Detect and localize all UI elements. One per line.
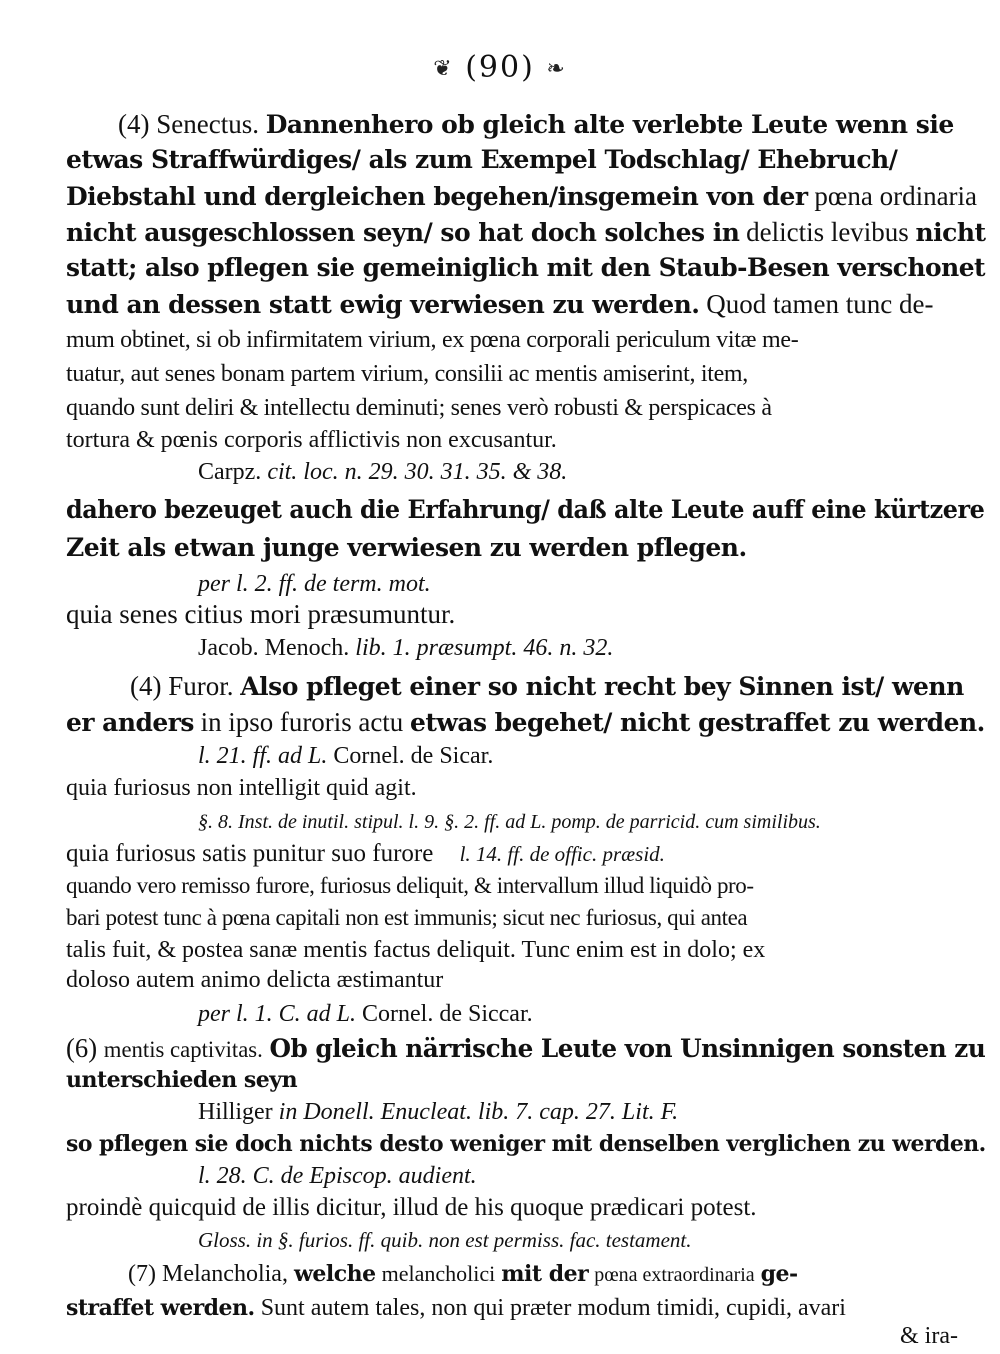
citation-ref: per l. 1. C. ad L. [198, 1001, 357, 1027]
citation-author: Hilliger [198, 1099, 273, 1125]
german-text: er anders [66, 708, 194, 737]
text-line [66, 322, 798, 358]
citation-ref: lib. 1. præsumpt. 46. n. 32. [355, 635, 614, 661]
text-line [66, 530, 747, 566]
citation [198, 804, 821, 840]
text-line [66, 142, 897, 178]
german-text: Ob gleich närrische Leute von Unsinnigen sonsten zu [269, 1034, 986, 1063]
citation-ref: Gloss. in §. furios. ff. quib. non est permiss. fac. testament. [198, 1228, 692, 1252]
section-number: (7) [128, 1261, 156, 1287]
citation-ref: l. 28. C. de Episcop. audient. [198, 1163, 477, 1189]
citation [198, 454, 567, 490]
latin-text: Sunt autem tales, non qui præter modum timidi, cupidi, avari [260, 1295, 846, 1321]
german-text: so pflegen sie doch nichts desto weniger mit denselben verglichen zu werden. [66, 1131, 986, 1157]
german-text: nicht ausgeschlossen seyn/ so hat doch solches in [66, 218, 740, 247]
citation-ref: per l. 2. ff. de term. mot. [198, 571, 431, 597]
text-line [66, 596, 455, 632]
text-line [66, 390, 772, 426]
citation [198, 738, 493, 774]
text-line [66, 1290, 846, 1326]
german-text: etwas begehet/ nicht gestraffet zu werden. [409, 708, 985, 737]
german-text: und an dessen statt ewig verwiesen zu werden. [66, 290, 700, 319]
ornament-right-icon: ❧ [546, 56, 567, 82]
text-line [66, 868, 754, 904]
citation-ref: l. 14. ff. de offic. præsid. [459, 842, 665, 866]
text-line [66, 962, 443, 998]
text-line [66, 836, 665, 872]
text-line [66, 250, 985, 286]
citation [198, 1222, 692, 1258]
text-line [130, 668, 964, 705]
latin-text: quia senes citius mori præsumuntur. [66, 599, 456, 629]
ornament-left-icon: ❦ [433, 56, 454, 82]
citation-ref: cit. loc. n. 29. 30. 31. 35. & 38. [267, 459, 568, 485]
text-line [128, 1256, 798, 1293]
section-number: (4) [118, 109, 150, 139]
latin-text: melancholici [381, 1261, 496, 1286]
latin-text: quando sunt deliri & intellectu deminuti; senes verò robusti & perspicaces à [66, 395, 772, 421]
citation-ref: §. 8. Inst. de inutil. stipul. l. 9. §. 2. ff. ad L. pomp. de parricid. cum similibus. [198, 811, 821, 833]
latin-term: Senectus. [156, 109, 259, 139]
latin-text: quia furiosus satis punitur suo furore [66, 840, 434, 867]
text-line [66, 356, 748, 392]
text-line [66, 286, 933, 323]
catchword [900, 1318, 958, 1354]
citation [198, 996, 533, 1032]
latin-text: talis fuit, & postea sanæ mentis factus deliquit. Tunc enim est in dolo; ex [66, 937, 766, 963]
text-line [66, 1190, 757, 1226]
german-text: welche [293, 1261, 376, 1287]
german-text: Dannenhero ob gleich alte verlebte Leute wenn sie [265, 110, 954, 139]
latin-term: Furor. [168, 671, 234, 701]
german-text: straffet werden. [66, 1295, 255, 1321]
text-line [66, 178, 977, 215]
citation [198, 1158, 477, 1194]
citation [198, 630, 613, 666]
text-line [66, 1062, 297, 1098]
text-line [66, 1126, 986, 1162]
section-number: (4) [130, 671, 162, 701]
german-text: dahero bezeuget auch die Erfahrung/ daß alte Leute auff eine kürtzere [66, 495, 985, 524]
text-line [66, 214, 986, 251]
latin-term: mentis captivitas. [103, 1037, 263, 1062]
latin-text: Quod tamen tunc de- [706, 289, 934, 319]
section-number: (6) [66, 1033, 98, 1063]
latin-text: & ira- [900, 1323, 958, 1349]
german-text: Also pfleget einer so nicht recht bey Sinnen ist/ wenn [240, 672, 964, 701]
german-text: mit der [501, 1261, 589, 1287]
german-text: etwas Straffwürdiges/ als zum Exempel Todschlag/ Ehebruch/ [66, 145, 898, 174]
citation [198, 1094, 678, 1130]
german-text: ge- [760, 1261, 798, 1287]
page-header [0, 50, 1000, 85]
text-line [66, 900, 747, 936]
text-line [66, 704, 985, 741]
latin-text: proindè quicquid de illis dicitur, illud de his quoque prædicari potest. [66, 1194, 757, 1221]
latin-text: tuatur, aut senes bonam partem virium, consilii ac mentis amiserint, item, [66, 361, 749, 387]
latin-text: tortura & pœnis corporis afflictivis non excusantur. [66, 427, 557, 453]
german-text: nicht [915, 218, 986, 247]
latin-text: quando vero remisso furore, furiosus deliquit, & intervallum illud liquidò pro- [66, 873, 754, 898]
latin-text: in ipso furoris actu [200, 707, 404, 737]
citation-author: Carpz. [198, 459, 262, 485]
citation-author: Jacob. Menoch. [198, 635, 350, 661]
latin-text: mum obtinet, si ob infirmitatem virium, ex pœna corporali periculum vitæ me- [66, 327, 799, 353]
text-line [66, 770, 417, 806]
citation-author: Cornel. de Sicar. [333, 743, 494, 769]
german-text: Zeit als etwan junge verwiesen zu werden pflegen. [66, 533, 747, 562]
citation-ref: in Donell. Enucleat. lib. 7. cap. 27. Lit. F. [278, 1099, 679, 1125]
german-text: Diebstahl und dergleichen begehen/insgemein von der [66, 182, 808, 211]
citation-author: Cornel. de Siccar. [362, 1001, 533, 1027]
latin-text: quia furiosus non intelligit quid agit. [66, 775, 417, 801]
latin-text: pœna ordinaria [814, 181, 978, 211]
latin-text: delictis levibus [746, 217, 909, 247]
text-line [66, 422, 557, 458]
page-number: (90) [465, 50, 535, 85]
german-text: statt; also pflegen sie gemeiniglich mit den Staub-Besen verschonet [66, 253, 986, 282]
latin-text: doloso autem animo delicta æstimantur [66, 967, 444, 993]
latin-text: pœna extraordinaria [594, 1264, 755, 1286]
latin-term: Melancholia, [161, 1261, 288, 1287]
text-line [66, 492, 984, 528]
latin-text: bari potest tunc à pœna capitali non est immunis; sicut nec furiosus, qui antea [66, 905, 748, 930]
text-line [118, 106, 954, 143]
german-text: unterschieden seyn [66, 1067, 298, 1093]
citation-ref: l. 21. ff. ad L. [198, 743, 328, 769]
